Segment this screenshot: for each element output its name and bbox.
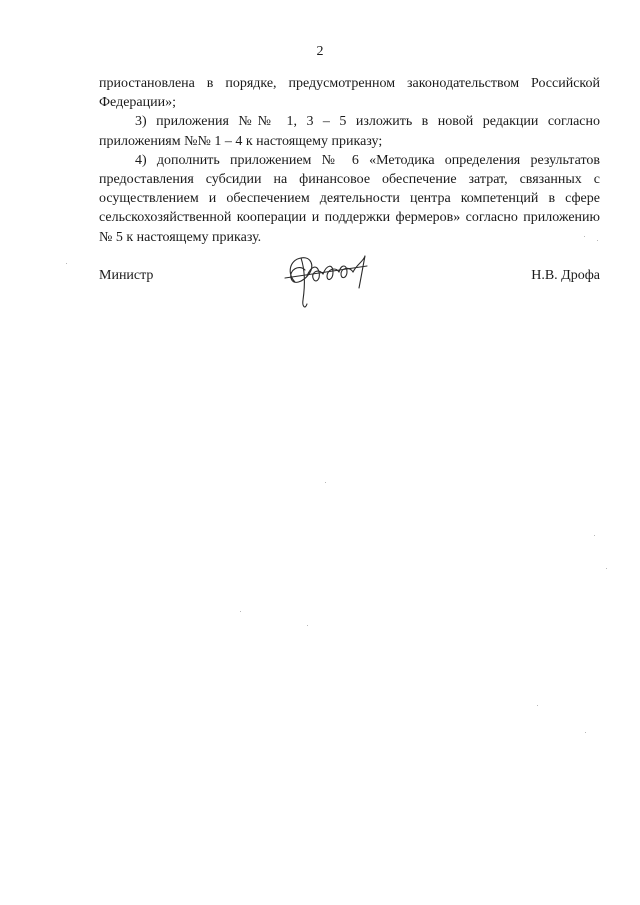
scan-speck — [240, 611, 241, 612]
scan-speck — [594, 535, 595, 536]
scan-speck — [66, 263, 67, 264]
document-body — [99, 74, 600, 247]
scan-speck — [325, 482, 326, 483]
scan-speck — [537, 705, 538, 706]
scan-speck — [597, 240, 598, 241]
page-number: 2 — [316, 44, 324, 59]
signatory-title: Министр — [99, 268, 154, 283]
scan-speck — [585, 732, 586, 733]
handwritten-signature — [281, 252, 371, 314]
paragraph-item-4: 4) дополнить приложением № 6 «Методика определения результатов предоставления субсидии на финансовое обеспечение затрат, связанных с осуществлением и обеспечением деятельности центра компетенций в сфере сельскохозяйственной кооперации и поддержки фермеров» согласно приложению № 5 к настоящему приказу. — [99, 152, 600, 245]
scan-speck — [606, 568, 607, 569]
paragraph-continuation: приостановлена в порядке, предусмотренном законодательством Российской Федерации»; — [99, 76, 600, 111]
signature-block — [99, 268, 600, 328]
signatory-name: Н.В. Дрофа — [531, 268, 600, 283]
paragraph-item-3: 3) приложения №№ 1, 3 – 5 изложить в новой редакции согласно приложениям №№ 1 – 4 к настоящему приказу; — [99, 114, 600, 149]
scan-speck — [307, 625, 308, 626]
scan-speck — [584, 236, 585, 237]
